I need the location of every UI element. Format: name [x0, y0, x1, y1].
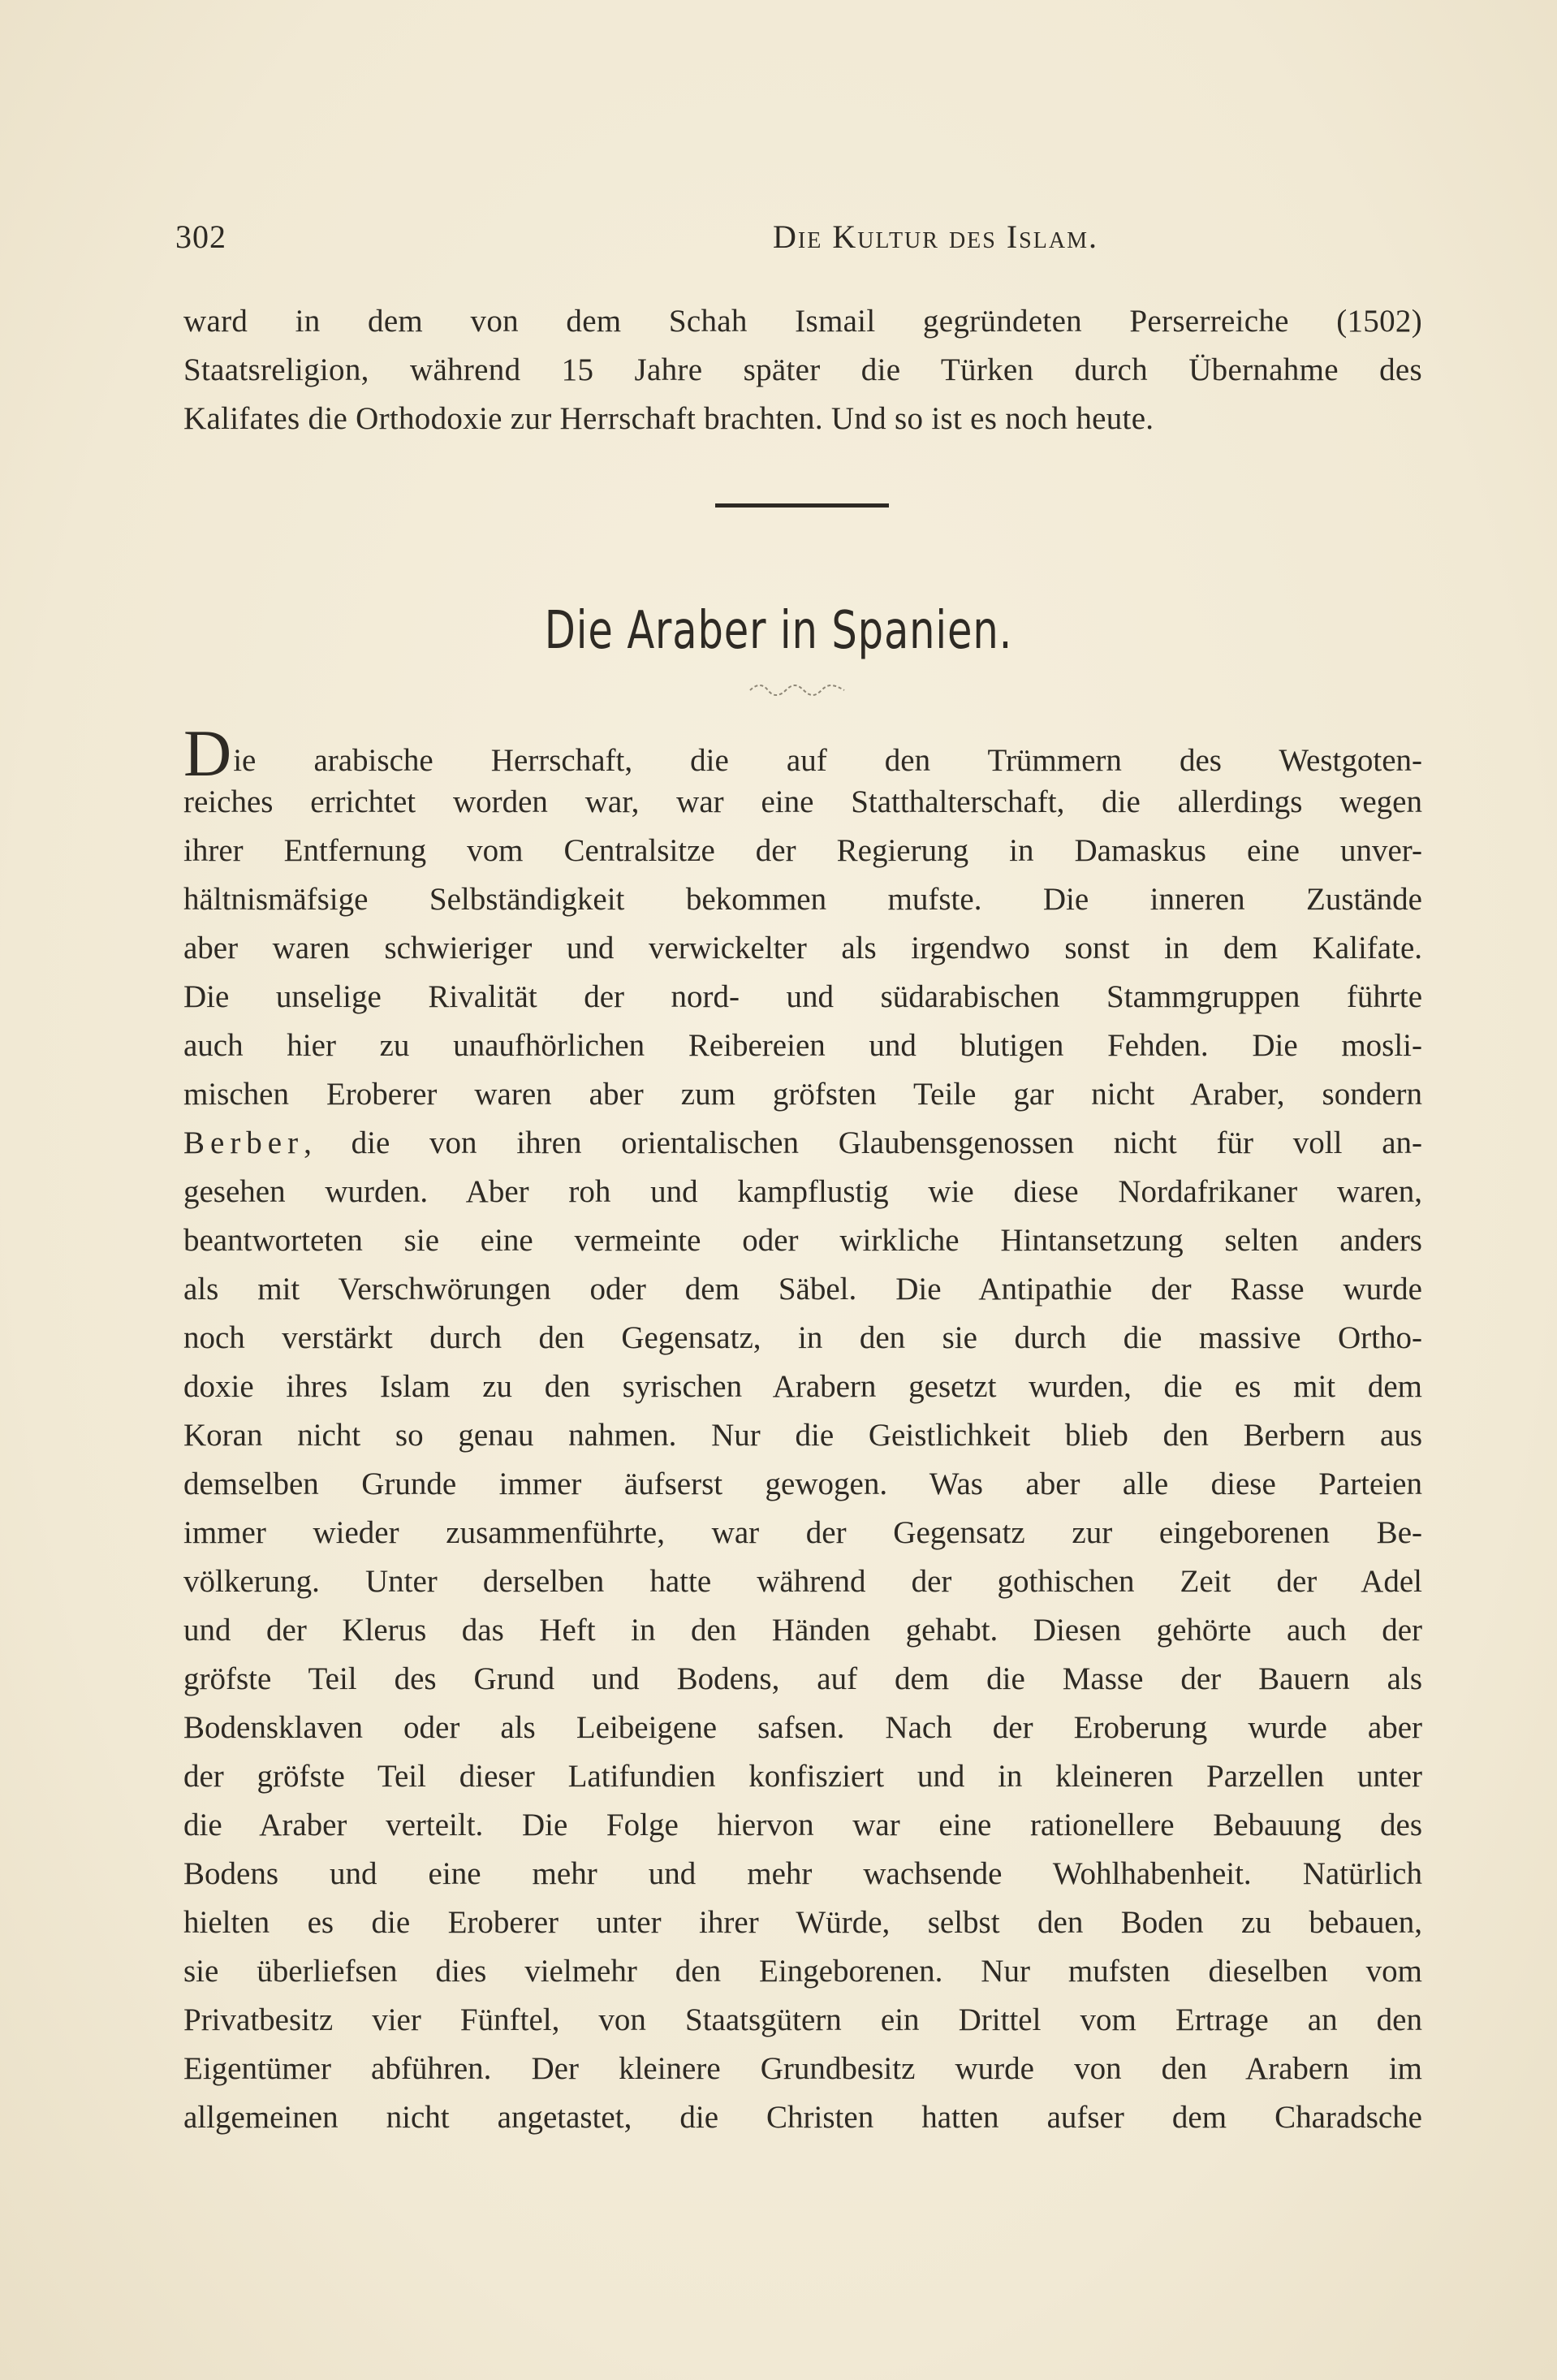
paragraph-line: allgemeinen nicht angetastet, die Christen hatten aufser dem Charadsche	[183, 2100, 1422, 2135]
spaced-word-berber: Berber	[183, 1125, 304, 1160]
paragraph-line: Privatbesitz vier Fünftel, von Staatsgütern ein Drittel vom Ertrage an den	[183, 2002, 1422, 2037]
paragraph-line: aber waren schwieriger und verwickelter als irgendwo sonst in dem Kalifate.	[183, 931, 1422, 965]
intro-line: Kalifates die Orthodoxie zur Herrschaft brachten. Und so ist es noch heute.	[183, 401, 1154, 436]
main-paragraph	[183, 716, 1422, 2142]
paragraph-line: auch hier zu unaufhörlichen Reibereien und blutigen Fehden. Die mosli-	[183, 1028, 1422, 1063]
paragraph-line: demselben Grunde immer äufserst gewogen. Was aber alle diese Parteien	[183, 1466, 1422, 1501]
paragraph-line: als mit Verschwörungen oder dem Säbel. Die Antipathie der Rasse wurde	[183, 1272, 1422, 1307]
paragraph-line: die Araber verteilt. Die Folge hiervon war eine rationellere Bebauung des	[183, 1808, 1422, 1842]
paragraph-line: immer wieder zusammenführte, war der Gegensatz zur eingeborenen Be-	[183, 1515, 1422, 1550]
paragraph-line: gesehen wurden. Aber roh und kampflustig wie diese Nordafrikaner waren,	[183, 1174, 1422, 1209]
paragraph-line: noch verstärkt durch den Gegensatz, in den sie durch die massive Ortho-	[183, 1320, 1422, 1355]
paragraph-line: Bodens und eine mehr und mehr wachsende Wohlhabenheit. Natürlich	[183, 1856, 1422, 1891]
running-title: Die Kultur des Islam.	[773, 218, 1098, 255]
paragraph-line: hältnismäfsige Selbständigkeit bekommen mufste. Die inneren Zustände	[183, 882, 1422, 917]
paragraph-line: und der Klerus das Heft in den Händen gehabt. Diesen gehörte auch der	[183, 1613, 1422, 1648]
paragraph-line: hielten es die Eroberer unter ihrer Würde, selbst den Boden zu bebauen,	[183, 1905, 1422, 1940]
page-number: 302	[175, 218, 226, 255]
section-divider-rule	[715, 503, 889, 508]
first-line	[183, 716, 1422, 790]
paragraph-line: Die unselige Rivalität der nord- und südarabischen Stammgruppen führte	[183, 979, 1422, 1014]
paragraph-line: gröfste Teil des Grund und Bodens, auf dem die Masse der Bauern als	[183, 1661, 1422, 1696]
paragraph-line: mischen Eroberer waren aber zum gröfsten Teile gar nicht Araber, sondern	[183, 1077, 1422, 1112]
intro-line: Staatsreligion, während 15 Jahre später die Türken durch Übernahme des	[183, 352, 1422, 387]
paragraph-line: Koran nicht so genau nahmen. Nur die Geistlichkeit blieb den Berbern aus	[183, 1418, 1422, 1453]
paragraph-line: beantworteten sie eine vermeinte oder wirkliche Hintansetzung selten anders	[183, 1223, 1422, 1258]
paragraph-line: ihrer Entfernung vom Centralsitze der Regierung in Damaskus eine unver-	[183, 833, 1422, 868]
paragraph-line: reiches errichtet worden war, war eine Statthalterschaft, die allerdings wegen	[183, 784, 1422, 819]
intro-paragraph	[183, 297, 1422, 443]
first-line-text: ie arabische Herrschaft, die auf den Trümmern des Westgoten-	[233, 743, 1422, 778]
section-heading: Die Araber in Spanien.	[544, 601, 1013, 661]
drop-cap: D	[183, 716, 232, 790]
paragraph-line: der gröfste Teil dieser Latifundien konfisziert und in kleineren Parzellen unter	[183, 1759, 1422, 1794]
paragraph-line: Bodensklaven oder als Leibeigene safsen. Nach der Eroberung wurde aber	[183, 1710, 1422, 1745]
paragraph-line: völkerung. Unter derselben hatte während der gothischen Zeit der Adel	[183, 1564, 1422, 1599]
heading-ornament	[748, 680, 846, 697]
paragraph-line: Eigentümer abführen. Der kleinere Grundbesitz wurde von den Arabern im	[183, 2051, 1422, 2086]
paragraph-line: sie überliefsen dies vielmehr den Eingeborenen. Nur mufsten dieselben vom	[183, 1954, 1422, 1989]
berber-line	[183, 1119, 1422, 1168]
paragraph-line: doxie ihres Islam zu den syrischen Arabern gesetzt wurden, die es mit dem	[183, 1369, 1422, 1404]
intro-line: ward in dem von dem Schah Ismail gegründeten Perserreiche (1502)	[183, 304, 1422, 339]
page-header	[175, 218, 1385, 266]
berber-line-text: , die von ihren orientalischen Glaubensgenossen nicht für voll an-	[304, 1125, 1422, 1160]
